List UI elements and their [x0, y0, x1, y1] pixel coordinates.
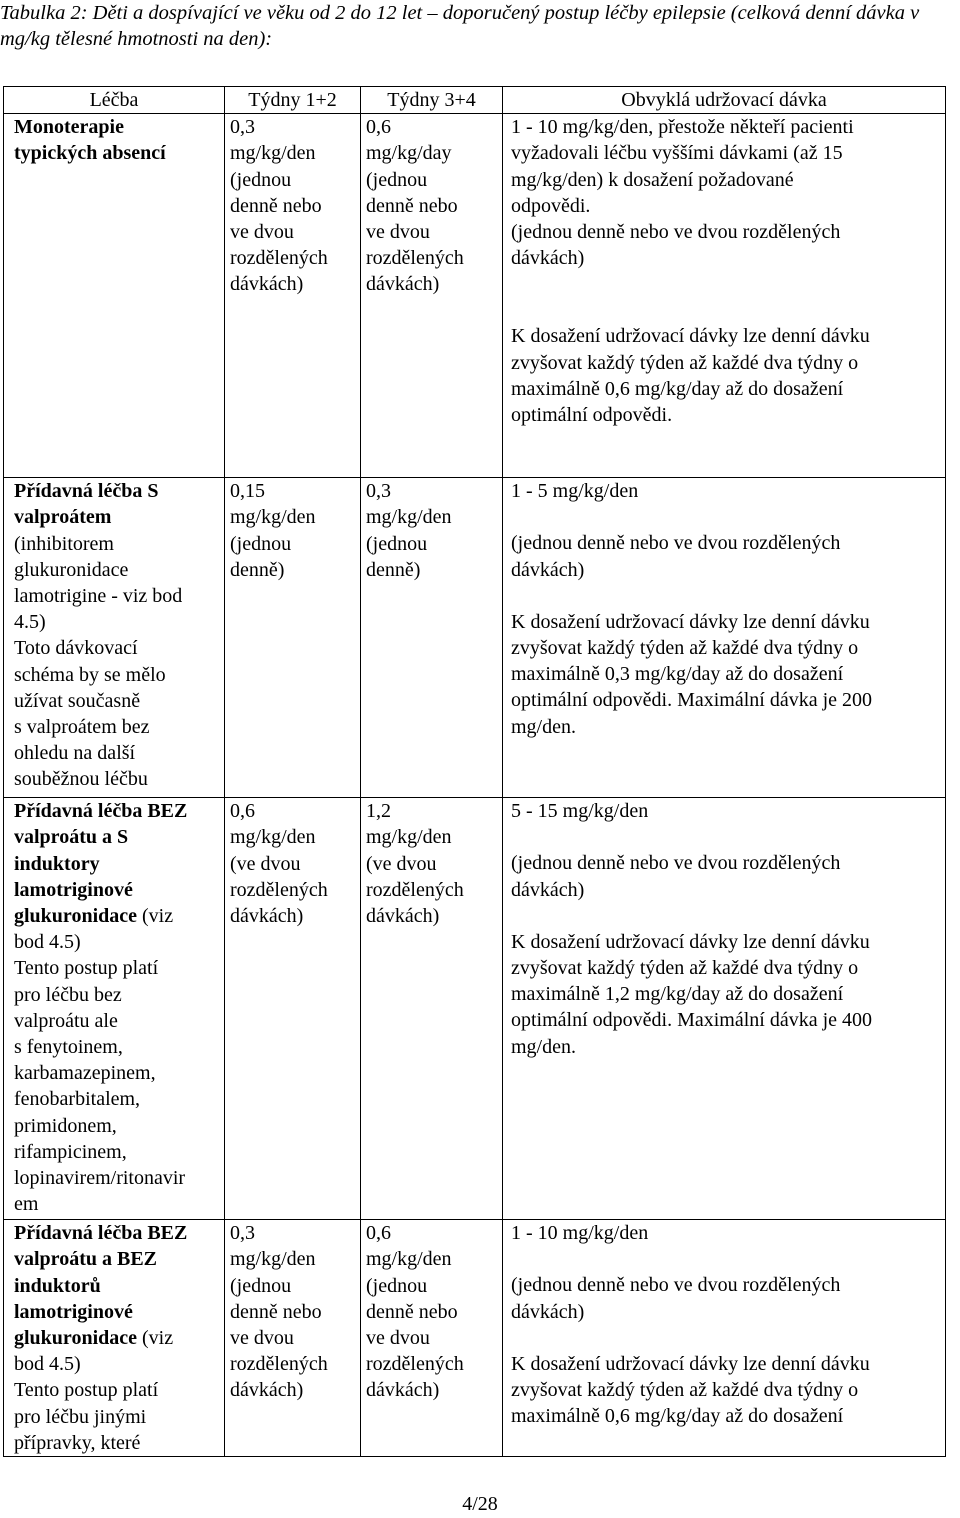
- maintenance-frequency: (jednou denně nebo ve dvou rozdělených dávkách): [511, 1274, 841, 1323]
- dose-weeks-3-4: 0,3 mg/kg/den (jednou denně): [366, 480, 452, 581]
- dose-weeks-3-4: 1,2 mg/kg/den (ve dvou rozdělených dávkách): [366, 800, 464, 928]
- maintenance-dose: 1 - 10 mg/kg/den, přestože někteří pacienti vyžadovali léčbu vyššími dávkami (až 15 mg/kg/den) k dosažení požadované odpovědi. (jednou denně nebo ve dvou rozdělených dávkách): [511, 116, 854, 270]
- weeks-1-2-cell: [225, 1220, 361, 1457]
- treatment-cell: [4, 798, 225, 1220]
- treatment-title: Přídavná léčba S valproátem (inhibitorem glukuronidace lamotrigine - viz bod 4.5): [14, 480, 183, 634]
- maintenance-frequency: (jednou denně nebo ve dvou rozdělených dávkách): [511, 852, 841, 901]
- table-row: [4, 114, 946, 478]
- maintenance-titration: K dosažení udržovací dávky lze denní dávku zvyšovat každý týden až každé dva týdny o maximálně 1,2 mg/kg/day až do dosažení optimální odpovědi. Maximální dávka je 400 mg/den.: [511, 930, 873, 1058]
- weeks-3-4-cell: [361, 114, 503, 478]
- treatment-cell: [4, 1220, 225, 1457]
- dose-weeks-1-2: 0,6 mg/kg/den (ve dvou rozdělených dávkách): [230, 800, 328, 928]
- dose-weeks-3-4: 0,6 mg/kg/den (jednou denně nebo ve dvou rozdělených dávkách): [366, 1222, 464, 1402]
- table-caption: Tabulka 2: Děti a dospívající ve věku od 2 do 12 let – doporučený postup léčby epilepsie (celková denní dávka v mg/kg tělesné hmotnosti na den):: [0, 2, 920, 50]
- weeks-3-4-cell: [361, 1220, 503, 1457]
- maintenance-dose: 1 - 5 mg/kg/den: [511, 480, 639, 503]
- weeks-1-2-cell: [225, 114, 361, 478]
- treatment-note: (viz bod 4.5): [14, 905, 174, 954]
- dosage-table: [3, 86, 946, 1457]
- table-header-row: [4, 87, 946, 114]
- treatment-cell: [4, 114, 225, 478]
- weeks-3-4-cell: [361, 798, 503, 1220]
- treatment-cell: [4, 478, 225, 798]
- dose-weeks-3-4: 0,6 mg/kg/day (jednou denně nebo ve dvou rozdělených dávkách): [366, 116, 464, 296]
- treatment-description: Tento postup platí pro léčbu bez valproátu ale s fenytoinem, karbamazepinem, fenobarbitalem, primidonem, rifampicinem, lopinavirem/ritonavir em: [14, 957, 186, 1216]
- maintenance-dose: 1 - 10 mg/kg/den: [511, 1222, 649, 1245]
- header-treatment: Léčba: [4, 87, 225, 114]
- treatment-title: Přídavná léčba BEZ valproátu a S induktory lamotriginové glukuronidace (viz bod 4.5): [14, 800, 188, 954]
- dose-weeks-1-2: 0,15 mg/kg/den (jednou denně): [230, 480, 316, 581]
- maintenance-titration: K dosažení udržovací dávky lze denní dávku zvyšovat každý týden až každé dva týdny o maximálně 0,6 mg/kg/day až do dosažení: [511, 1352, 870, 1428]
- maintenance-cell: [503, 478, 946, 798]
- dose-weeks-1-2: 0,3 mg/kg/den (jednou denně nebo ve dvou rozdělených dávkách): [230, 1222, 328, 1402]
- page-number: 4/28: [462, 1493, 498, 1515]
- maintenance-cell: [503, 114, 946, 478]
- weeks-1-2-cell: [225, 478, 361, 798]
- header-maintenance: Obvyklá udržovací dávka: [503, 87, 946, 114]
- table-row: [4, 478, 946, 798]
- maintenance-cell: [503, 798, 946, 1220]
- treatment-description: Toto dávkovací schéma by se mělo užívat současně s valproátem bez ohledu na další souběžnou léčbu: [14, 637, 166, 791]
- maintenance-frequency: (jednou denně nebo ve dvou rozdělených dávkách): [511, 532, 841, 581]
- treatment-title: Monoterapie typických absencí: [14, 116, 166, 165]
- treatment-title: Přídavná léčba BEZ valproátu a BEZ induktorů lamotriginové glukuronidace (viz bod 4.5): [14, 1222, 188, 1376]
- maintenance-titration: K dosažení udržovací dávky lze denní dávku zvyšovat každý týden až každé dva týdny o maximálně 0,3 mg/kg/day až do dosažení optimální odpovědi. Maximální dávka je 200 mg/den.: [511, 610, 873, 738]
- dose-weeks-1-2: 0,3 mg/kg/den (jednou denně nebo ve dvou rozdělených dávkách): [230, 116, 328, 296]
- weeks-1-2-cell: [225, 798, 361, 1220]
- header-weeks-3-4: Týdny 3+4: [361, 87, 503, 114]
- maintenance-cell: [503, 1220, 946, 1457]
- treatment-note: (inhibitorem glukuronidace lamotrigine - viz bod 4.5): [14, 532, 183, 634]
- maintenance-titration: K dosažení udržovací dávky lze denní dávku zvyšovat každý týden až každé dva týdny o maximálně 0,6 mg/kg/day až do dosažení optimální odpovědi.: [511, 325, 870, 427]
- treatment-description: Tento postup platí pro léčbu jinými přípravky, které: [14, 1379, 159, 1454]
- header-weeks-1-2: Týdny 1+2: [225, 87, 361, 114]
- treatment-note: (viz bod 4.5): [14, 1327, 174, 1376]
- table-row: [4, 798, 946, 1220]
- maintenance-dose: 5 - 15 mg/kg/den: [511, 800, 649, 823]
- table-row: [4, 1220, 946, 1457]
- weeks-3-4-cell: [361, 478, 503, 798]
